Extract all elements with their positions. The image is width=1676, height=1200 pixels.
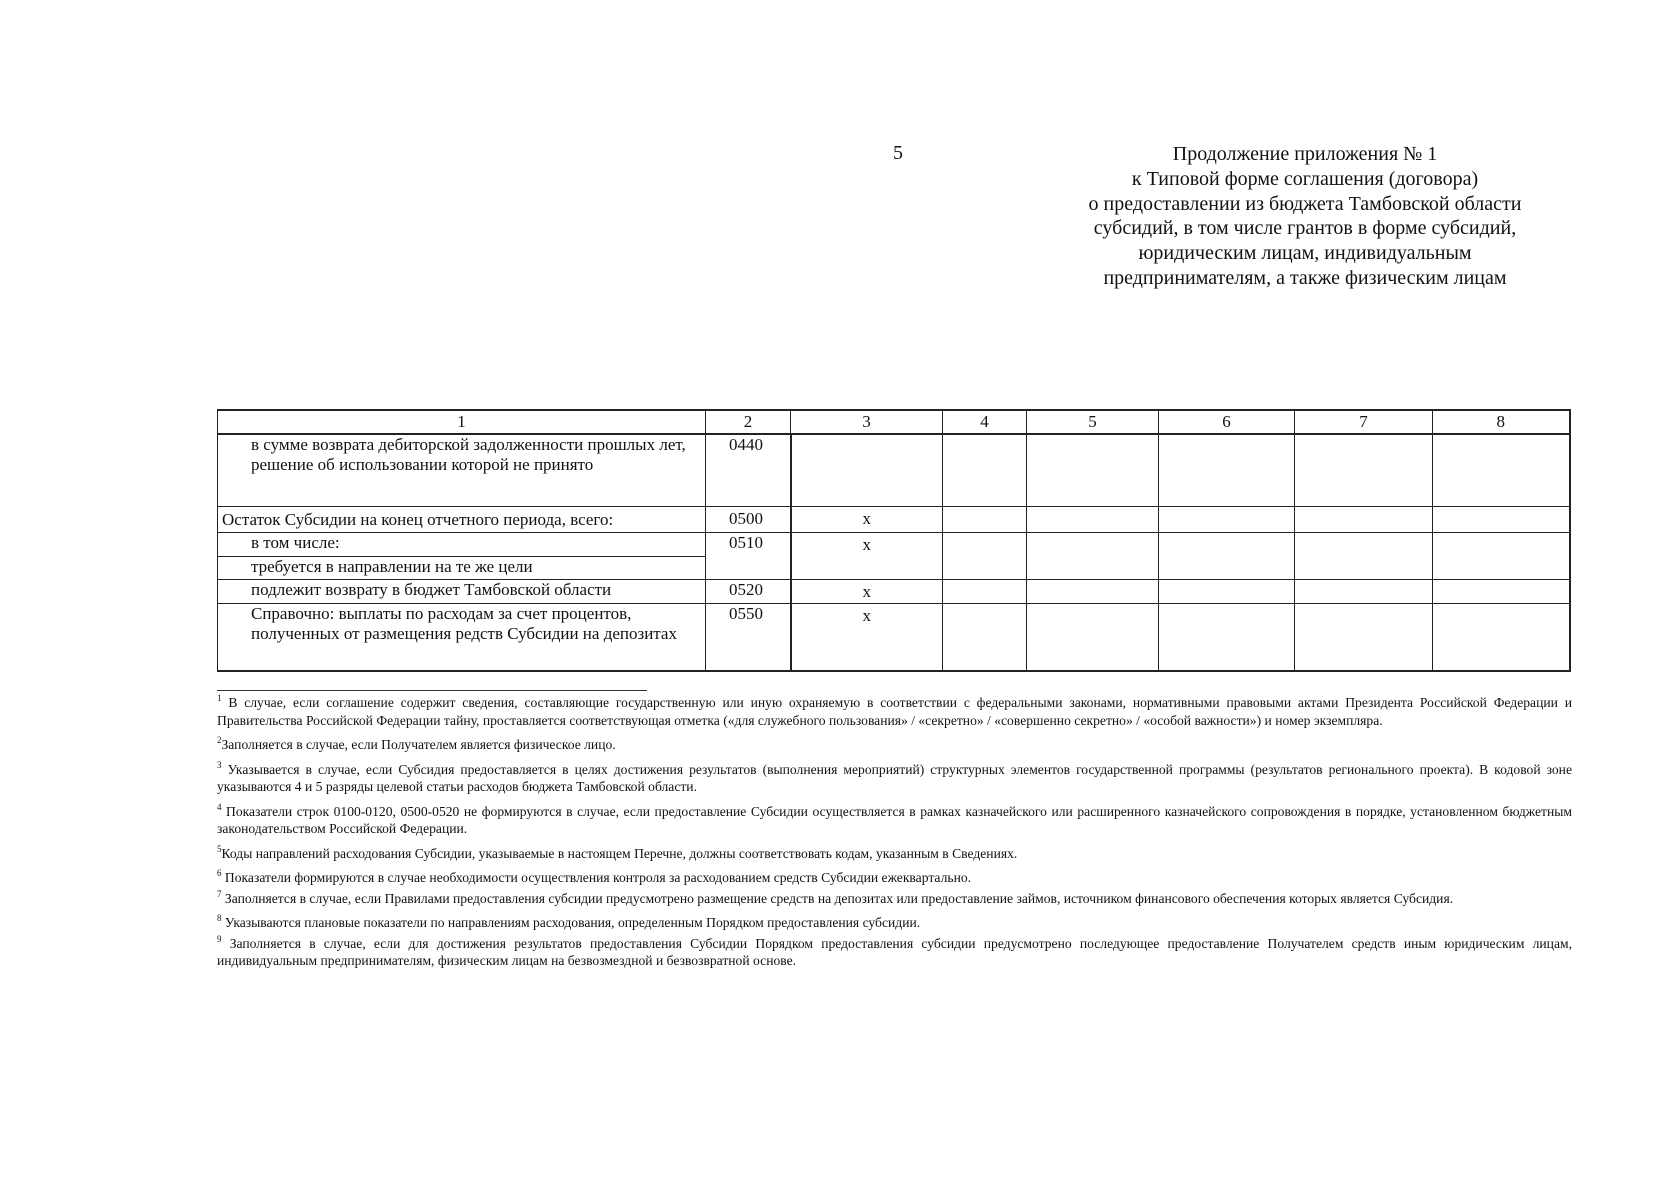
table-cell (791, 434, 943, 506)
table-cell (1295, 434, 1433, 506)
table-cell (1295, 556, 1433, 579)
column-header: 4 (943, 410, 1027, 434)
footnote (217, 890, 1572, 908)
footnote-text: Показатели строк 0100-0120, 0500-0520 не формируются в случае, если предоставление Субсидии осуществляется в рамках казначейского или расширенного казначейского сопровождения в порядке, установленном бюджетным законодательством Российской Федерации. (217, 803, 1572, 836)
table-cell (791, 556, 943, 579)
table-cell (1027, 579, 1159, 603)
table-row (218, 434, 1570, 506)
table-cell (943, 556, 1027, 579)
table-cell: x (791, 532, 943, 556)
footnote-divider (217, 690, 647, 691)
footnote (217, 736, 1572, 754)
table-cell: x (791, 579, 943, 603)
header-line: о предоставлении из бюджета Тамбовской области (1088, 192, 1522, 215)
table-cell: x (791, 506, 943, 532)
table-cell (1027, 603, 1159, 671)
table-cell (1433, 556, 1570, 579)
footnote-text: Коды направлений расходования Субсидии, указываемые в настоящем Перечне, должны соответствовать кодам, указанным в Сведениях. (221, 845, 1018, 861)
table-row (218, 532, 1570, 556)
footnote-mark: 4 (217, 801, 222, 812)
column-header: 7 (1295, 410, 1433, 434)
footnote-text: Указывается в случае, если Субсидия предоставляется в целях достижения результатов (выполнения мероприятий) структурных элементов государственной программы (результатов регионального проекта). В кодовой зоне указываются 4 и 5 разряды целевой статьи расходов бюджета Тамбовской области. (217, 761, 1572, 794)
header-line: субсидий, в том числе грантов в форме субсидий, (1093, 217, 1517, 240)
table-cell: x (791, 603, 943, 671)
footnote (217, 761, 1572, 796)
footnote-mark: 6 (217, 868, 222, 878)
table-cell (1295, 532, 1433, 556)
table-row (218, 556, 1570, 579)
table-cell (943, 434, 1027, 506)
report-table (217, 409, 1571, 672)
table-row (218, 579, 1570, 603)
header-line: к Типовой форме соглашения (договора) (1131, 167, 1479, 190)
footnote-mark: 8 (217, 913, 222, 923)
column-header: 8 (1433, 410, 1570, 434)
table-row (218, 603, 1570, 671)
table-cell (1433, 603, 1570, 671)
table-cell (1159, 434, 1295, 506)
row-code: 0440 (706, 434, 791, 506)
footnote-mark: 1 (217, 693, 222, 703)
footnote-text: Заполняется в случае, если Получателем является физическое лицо. (221, 737, 616, 752)
row-label: подлежит возврату в бюджет Тамбовской области (218, 579, 706, 603)
column-header-row (218, 410, 1570, 434)
table-cell (1027, 532, 1159, 556)
table-cell (1295, 603, 1433, 671)
table-cell (943, 603, 1027, 671)
table-cell (1159, 532, 1295, 556)
footnote (217, 694, 1572, 729)
footnote-text: Заполняется в случае, если для достижения результатов предоставления Субсидии Порядком предоставления субсидии предусмотрено последующее предоставление Получателем средств иным юридическим лицам, индивидуальным предпринимателям, физическим лицам на безвозмездной и безвозвратной основе. (217, 935, 1572, 968)
footnote-text: Указываются плановые показатели по направлениям расходования, определенным Порядком предоставления субсидии. (224, 915, 921, 930)
row-code: 0520 (706, 579, 791, 603)
row-label: Справочно: выплаты по расходам за счет процентов, полученных от размещения редств Субсидии на депозитах (218, 603, 706, 671)
column-header: 6 (1159, 410, 1295, 434)
footnote (217, 803, 1572, 838)
footnote (217, 914, 1572, 932)
row-code (706, 556, 791, 579)
page-number: 5 (893, 142, 903, 164)
footnote-mark: 7 (217, 888, 222, 899)
footnote-mark: 9 (217, 933, 222, 944)
table-cell (1159, 506, 1295, 532)
table-cell (1027, 556, 1159, 579)
footnote (217, 935, 1572, 970)
table-cell (1433, 506, 1570, 532)
row-code: 0510 (706, 532, 791, 556)
table-cell (1159, 556, 1295, 579)
table-cell (1295, 579, 1433, 603)
table-cell (1159, 603, 1295, 671)
table-cell (1027, 434, 1159, 506)
table-cell (943, 579, 1027, 603)
footnote-text: Показатели формируются в случае необходимости осуществления контроля за расходованием средств Субсидии ежеквартально. (224, 870, 972, 885)
footnote (217, 869, 1572, 887)
footnotes (217, 694, 1572, 977)
table-row (218, 506, 1570, 532)
table-cell (1433, 532, 1570, 556)
table-cell (1159, 579, 1295, 603)
row-code: 0500 (706, 506, 791, 532)
row-code: 0550 (706, 603, 791, 671)
header-line: предпринимателям, а также физическим лицам (1103, 266, 1507, 289)
table-cell (943, 506, 1027, 532)
row-label: в сумме возврата дебиторской задолженности прошлых лет, решение об использовании которой не принято (218, 434, 706, 506)
row-label: в том числе: (218, 532, 706, 556)
footnote-text: В случае, если соглашение содержит сведения, составляющие государственную или иную охраняемую в соответствии с федеральными законами, нормативными правовыми актами Президента Российской Федерации и Правительства Российской Федерации тайну, проставляется соответствующая отметка («для служебного пользования» / «секретно» / «совершенно секретно» / «особой важности») и номер экземпляра. (217, 695, 1572, 728)
footnote-mark: 5 (217, 843, 222, 854)
table-cell (1433, 579, 1570, 603)
footnote-text: Заполняется в случае, если Правилами предоставления субсидии предусмотрено размещение средств на депозитах или предоставление займов, источником финансового обеспечения которых является Субсидия. (224, 890, 1454, 906)
footnote-mark: 3 (217, 759, 222, 770)
column-header: 2 (706, 410, 791, 434)
appendix-header (1055, 142, 1555, 291)
table-cell (1027, 506, 1159, 532)
table-cell (1295, 506, 1433, 532)
column-header: 5 (1027, 410, 1159, 434)
table-cell (1433, 434, 1570, 506)
header-line: Продолжение приложения № 1 (1172, 143, 1438, 165)
column-header: 1 (218, 410, 706, 434)
row-label: требуется в направлении на те же цели (218, 556, 706, 579)
row-label: Остаток Субсидии на конец отчетного периода, всего: (218, 506, 706, 532)
table-cell (943, 532, 1027, 556)
footnote-mark: 2 (217, 735, 222, 745)
footnote (217, 845, 1572, 863)
column-header: 3 (791, 410, 943, 434)
header-line: юридическим лицам, индивидуальным (1138, 242, 1472, 265)
